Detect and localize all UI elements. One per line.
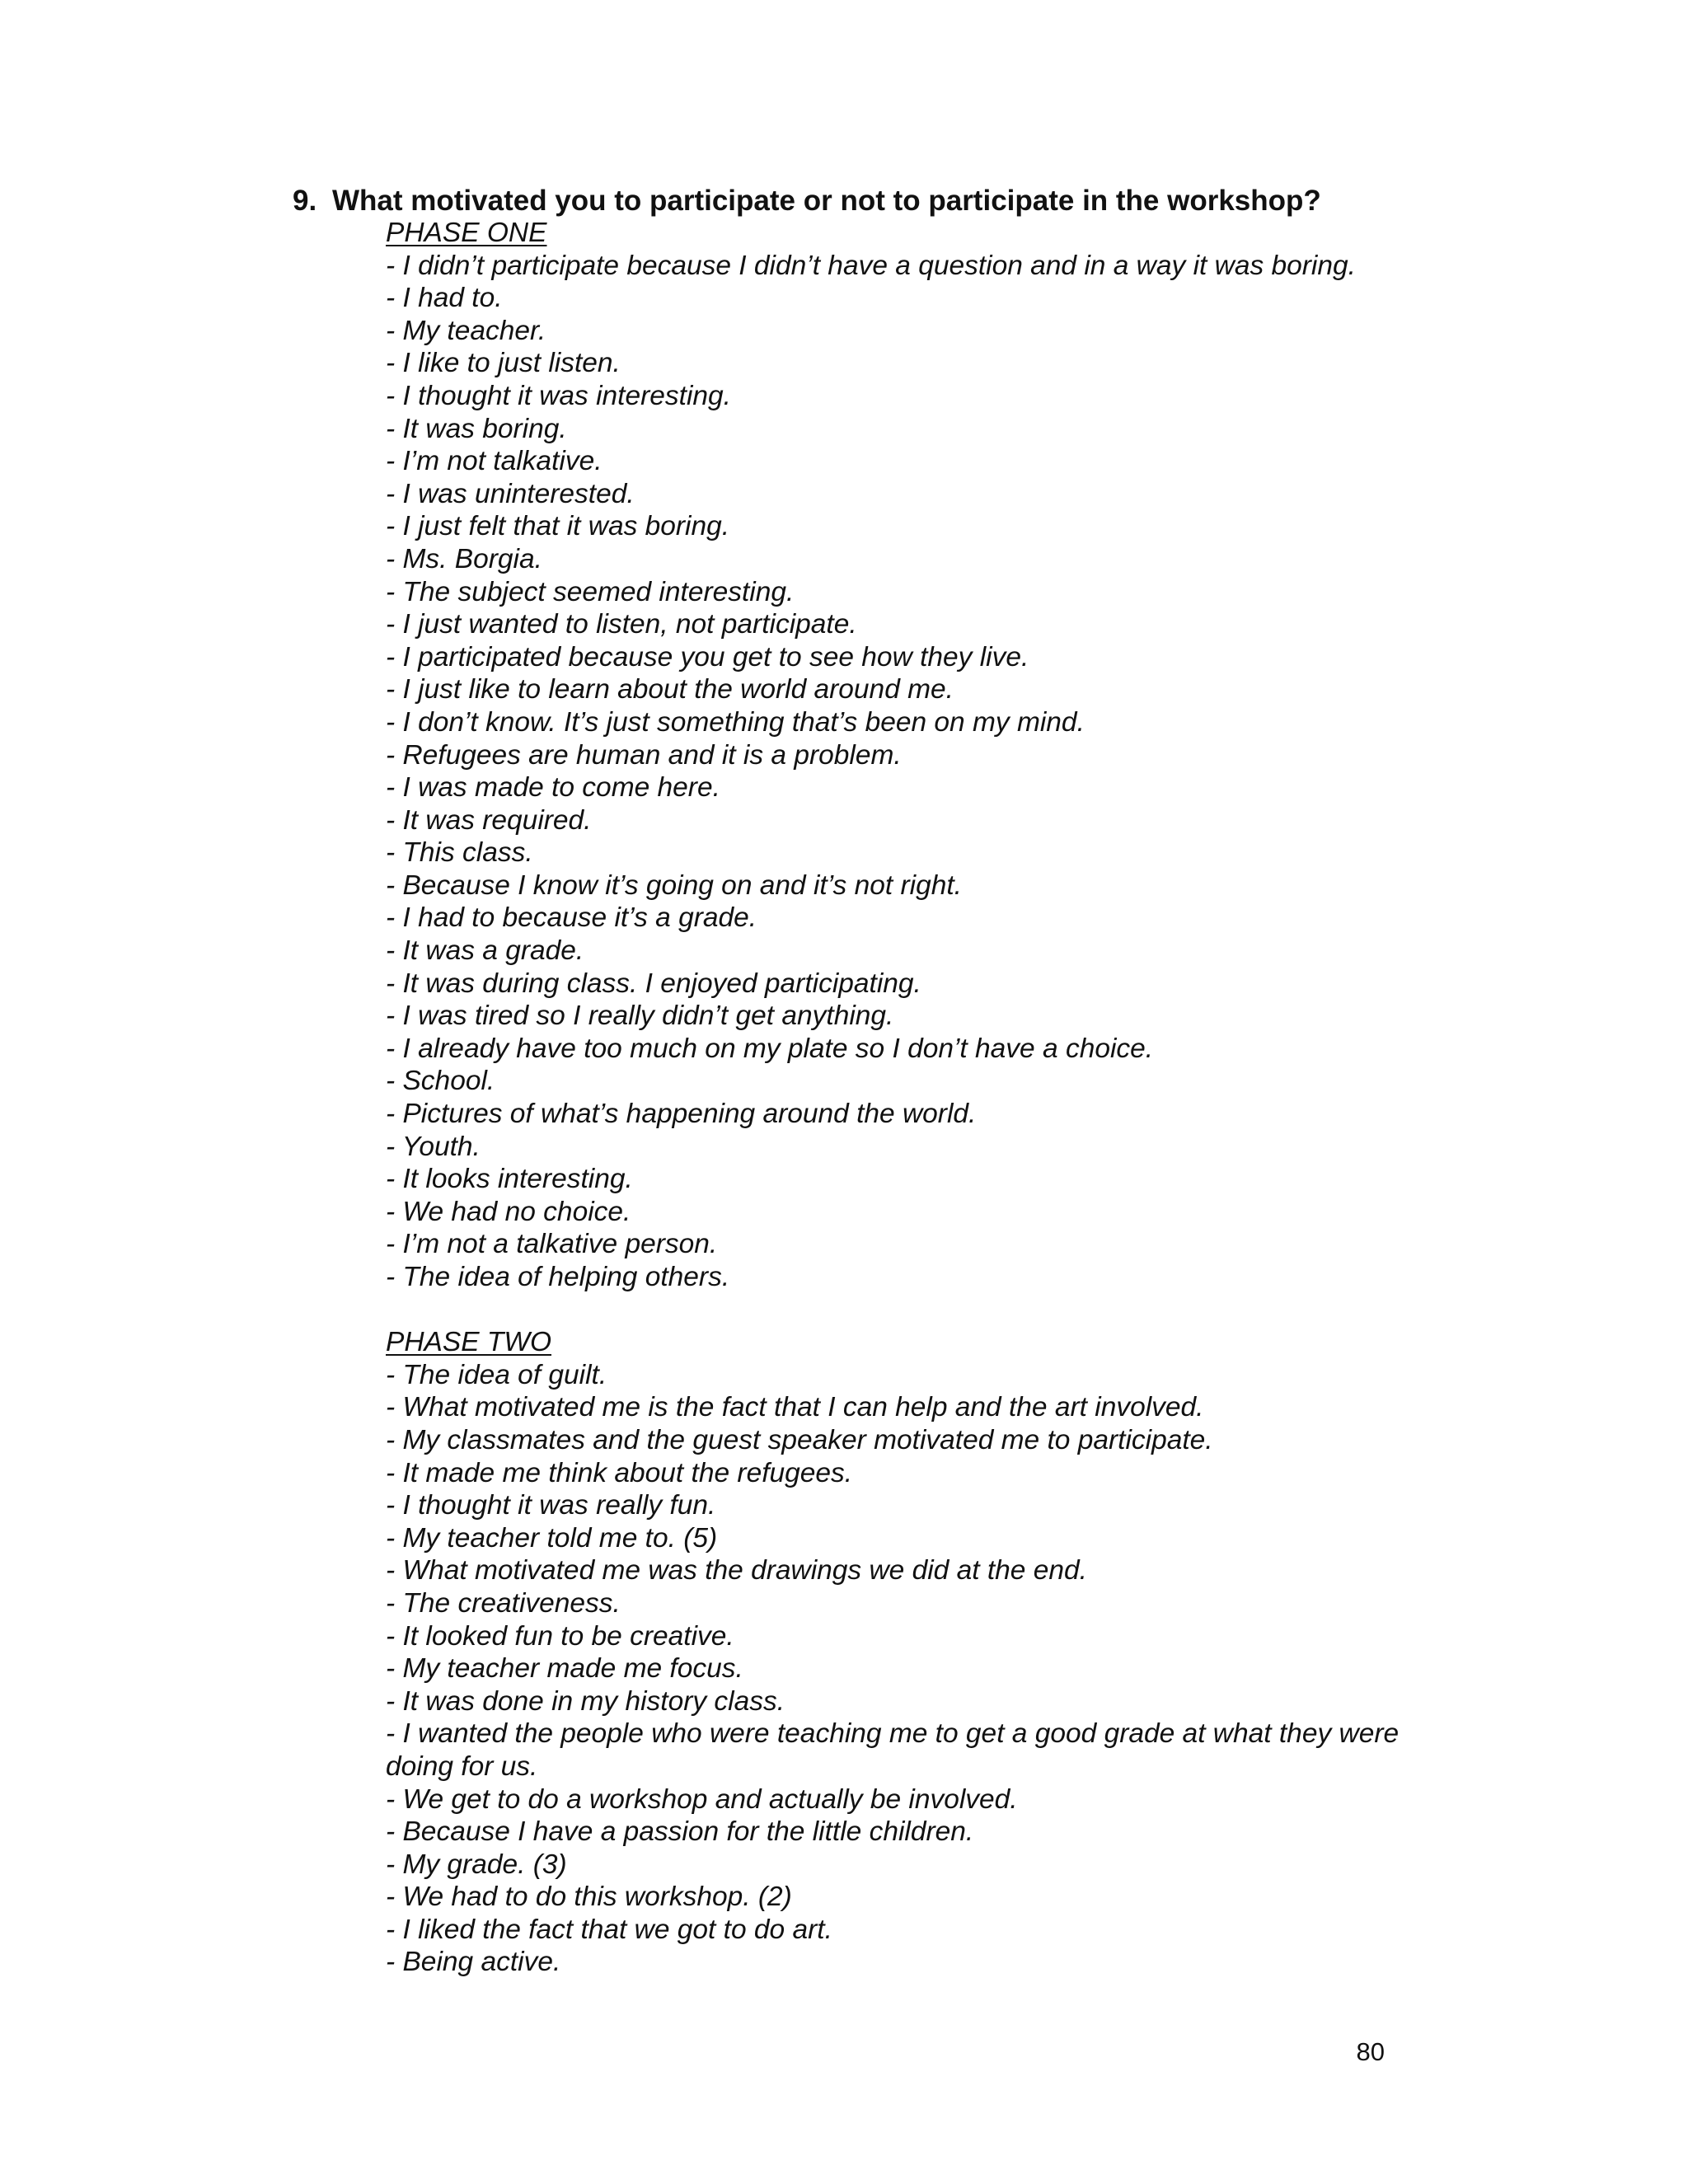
response-item: - I thought it was really fun. [386,1490,716,1521]
response-item: - Ms. Borgia. [386,543,542,574]
response-item: - I had to. [386,283,503,314]
response-item: - I participated because you get to see how they live. [386,641,1029,673]
phase-two-heading: PHASE TWO [386,1327,552,1358]
response-item: - I just felt that it was boring. [386,511,730,542]
response-item: - I thought it was interesting. [386,380,731,411]
response-item: - I don’t know. It’s just something that’s been on my mind. [386,706,1085,738]
response-item: - I was uninterested. [386,478,635,509]
response-item: - What motivated me is the fact that I can help and the art involved. [386,1392,1204,1423]
response-item: - I wanted the people who were teaching me to get a good grade at what they were doing for us. [386,1718,1400,1782]
phase-two-response-list [386,1359,1408,1979]
response-item: - It was boring. [386,413,567,444]
response-item: - My classmates and the guest speaker motivated me to participate. [386,1424,1213,1455]
response-item: - I just like to learn about the world around me. [386,674,954,705]
phase-one-response-list [386,250,1408,1294]
question-text: What motivated you to participate or not to participate in the workshop? [332,185,1321,217]
response-item: - Because I have a passion for the little children. [386,1816,974,1848]
question-number: 9. [293,185,317,217]
response-item: - We had to do this workshop. (2) [386,1882,792,1913]
response-item: - What motivated me was the drawings we did at the end. [386,1555,1087,1586]
response-item: - We get to do a workshop and actually be involved. [386,1783,1018,1815]
response-item: - My teacher. [386,315,546,346]
response-item: - I didn’t participate because I didn’t have a question and in a way it was boring. [386,250,1356,281]
page-number: 80 [1356,2037,1385,2066]
response-item: - I was made to come here. [386,772,720,804]
response-item: - I like to just listen. [386,348,621,379]
response-item: - I had to because it’s a grade. [386,902,757,934]
phase-one-heading: PHASE ONE [386,218,547,248]
phase-two-section [386,1326,1408,1979]
response-item: - The idea of helping others. [386,1262,730,1292]
response-item: - The subject seemed interesting. [386,576,795,607]
response-item: - I liked the fact that we got to do art. [386,1914,832,1945]
response-item: - It was required. [386,804,592,836]
response-item: - It was done in my history class. [386,1685,785,1717]
response-item: - My teacher made me focus. [386,1653,743,1685]
phase-one-section [386,217,1408,1294]
section-spacer [386,1294,1408,1327]
response-item: - Being active. [386,1947,561,1978]
response-item: - The idea of guilt. [386,1359,607,1390]
response-item: - I already have too much on my plate so I don’t have a choice. [386,1033,1154,1064]
response-item: - This class. [386,837,533,869]
response-item: - Refugees are human and it is a problem. [386,739,902,771]
response-item: - I just wanted to listen, not participate. [386,609,857,640]
response-item: - It looked fun to be creative. [386,1620,734,1652]
response-item: - I was tired so I really didn’t get anything. [386,1001,894,1032]
response-item: - I’m not a talkative person. [386,1229,718,1260]
response-item: - We had no choice. [386,1196,631,1227]
response-item: - It looks interesting. [386,1164,633,1195]
response-item: - My grade. (3) [386,1849,567,1880]
response-item: - It was a grade. [386,935,584,967]
response-item: - I’m not talkative. [386,446,603,477]
question-heading [293,183,1321,219]
response-item: - It made me think about the refugees. [386,1457,853,1488]
responses-section [386,217,1408,1979]
response-item: - It was during class. I enjoyed participating. [386,968,921,999]
response-item: - Pictures of what’s happening around the world. [386,1099,977,1130]
response-item: - Youth. [386,1131,481,1162]
response-item: - My teacher told me to. (5) [386,1522,718,1554]
response-item: - Because I know it’s going on and it’s not right. [386,869,962,901]
response-item: - The creativeness. [386,1587,621,1619]
response-item: - School. [386,1066,495,1097]
